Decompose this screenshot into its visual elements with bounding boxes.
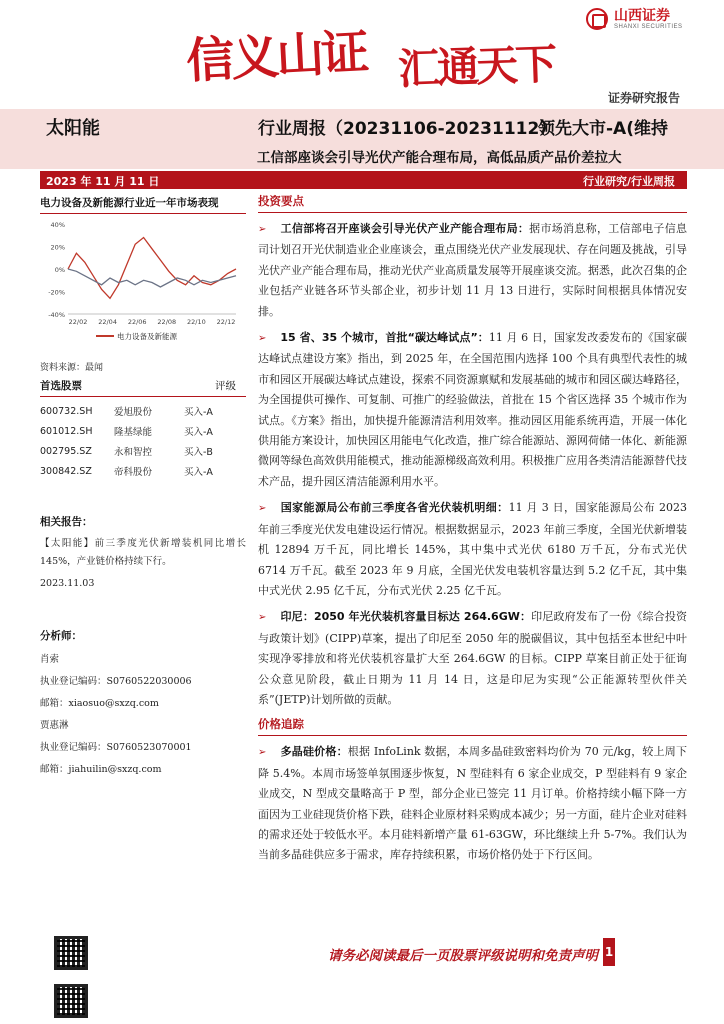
brand-name: 山西证券 <box>614 7 670 24</box>
stock-code: 600732.SH <box>40 405 93 417</box>
y-tick-label: 0% <box>54 266 65 274</box>
stock-rating: 买入-A <box>184 407 213 418</box>
related-heading: 相关报告： <box>40 516 93 528</box>
y-tick-label: 40% <box>50 221 65 229</box>
analyst-reg-code: 执业登记编码：S0760523070001 <box>40 742 192 753</box>
industry-rating: 领先大市-A(维持 <box>538 119 668 139</box>
performance-chart <box>40 216 246 346</box>
analyst-name: 肖索 <box>40 654 60 665</box>
x-tick-label: 22/06 <box>127 318 147 326</box>
bullet-title: 15 省、35 个城市，首批“碳达峰试点”： <box>280 331 489 345</box>
bullet-text: 印尼政府发布了一份《综合投资与政策计划》(CIPP)草案，提出了印尼至 2050 年的脱碳倡议，其中包括至本世纪中叶实现净零排放和将光伏装机容量扩大至 264.6GW 的目标。CIPP 草案目前正处于征询公众意见阶段，截止日期为 11 月 14 日，这是印尼为实现“公正能源转型伙伴关系”(JETP)计划所做的贡献。 <box>258 610 688 706</box>
analyst-name: 贾惠淋 <box>40 720 69 731</box>
qr-code-icon <box>54 936 88 970</box>
legend-label: 电力设备及新能源 <box>117 332 177 341</box>
arrow-bullet-icon: ➢ <box>258 612 267 624</box>
stock-rating: 买入-A <box>184 427 213 438</box>
stocks-section <box>40 378 246 481</box>
bullet-title: 国家能源局公布前三季度各省光伏装机明细： <box>280 501 509 515</box>
sector-title: 太阳能 <box>46 118 100 139</box>
divider <box>258 212 687 213</box>
brand-name-en: SHANXI SECURITIES <box>614 23 683 30</box>
chart-section <box>40 195 246 373</box>
bullet-text: 11 月 3 日，国家能源局公布 2023 年前三季度光伏发电建设运行情况。根据数据显示，2023 年前三季度，全国光伏新增装机 12894 万千瓦，同比增长 145%，其中集中式光伏 6180 万千瓦，分布式光伏 6714 万千瓦。截至 2023 年 9 月底，全国光伏发电装机容量达到 5.2 亿千瓦，其中集中式光伏 2.95 亿千瓦，分布式光伏 2.25 亿千瓦。 <box>258 501 688 597</box>
invest-heading: 投资要点 <box>258 194 304 208</box>
x-tick-label: 22/02 <box>68 318 88 326</box>
analyst-reg-code: 执业登记编码：S0760522030006 <box>40 676 192 687</box>
bullet-title: 多晶硅价格： <box>280 745 348 759</box>
analyst-email: 邮箱：jiahuilin@sxzq.com <box>40 764 162 775</box>
stock-rating: 买入-A <box>184 467 213 478</box>
bullet-point <box>258 219 687 322</box>
x-tick-label: 22/12 <box>216 318 236 326</box>
bullet-point <box>258 742 687 865</box>
bullet-point <box>258 498 687 601</box>
disclaimer-note: 请务必阅读最后一页股票评级说明和免责声明 <box>328 948 598 964</box>
chart-title: 电力设备及新能源行业近一年市场表现 <box>40 197 219 209</box>
brand-mark-icon <box>586 8 608 30</box>
main-content <box>258 193 687 872</box>
brand-logo <box>586 8 683 30</box>
y-tick-label: -40% <box>48 311 65 319</box>
stock-name: 爱旭股份 <box>114 407 153 418</box>
divider <box>40 396 246 397</box>
bullet-text: 11 月 6 日，国家发改委发布的《国家碳达峰试点建设方案》指出，到 2025 年，在全国范围内选择 100 个具有典型代表性的城市和园区开展碳达峰试点建设，探索不同资源禀赋和发展基础的城市和园区碳达峰路径，为全国提供可操作、可复制、可推广的经验做法，首批在 15 个省区选择 35 个城市作为试点。《方案》指出，加快提升能源清洁利用效率。推动园区用能系统再造，开展一体化供用能方案设计，加快园区用能电气化改造，推广综合能源站、源网荷储一体化、新能源微网等绿色高效供用能模式，推动能源梯级高效利用。积极推广应用各类清洁能源替代技术产品，提升园区清洁能源利用水平。 <box>258 331 688 488</box>
x-tick-label: 22/10 <box>187 318 206 326</box>
y-tick-label: 20% <box>50 243 65 252</box>
report-type: 证券研究报告 <box>607 91 680 105</box>
stocks-heading: 首选股票 <box>40 380 82 392</box>
arrow-bullet-icon: ➢ <box>258 224 267 235</box>
y-tick-label: -20% <box>48 288 65 297</box>
stock-row <box>40 441 230 461</box>
price-heading: 价格追踪 <box>258 717 304 732</box>
report-date: 2023 年 11 月 11 日 <box>46 175 160 188</box>
page-number: 1 <box>603 938 615 966</box>
stock-row <box>40 461 230 481</box>
x-tick-label: 22/04 <box>98 318 117 326</box>
related-section <box>40 514 246 593</box>
report-category: 行业研究/行业周报 <box>582 175 675 188</box>
date-bar <box>40 171 687 189</box>
stock-row <box>40 401 230 421</box>
stocks-table <box>40 401 230 481</box>
bullet-text: 据市场消息称，工信部电子信息司计划召开光伏制造业企业座谈会，重点围绕光伏产业发展现状、存在问题及挑战，引导光伏产业产能合理布局，推动光伏产业高质量发展等开展座谈交流。据悉，此次召集的企业包括产业链各环节头部企业，初步计划 11 月 13 日进行，实际时间根据具体情况安排。 <box>258 222 688 318</box>
analysts-heading: 分析师： <box>40 630 82 642</box>
chart-source: 资料来源：最闻 <box>40 363 104 373</box>
stock-name: 永和智控 <box>114 447 153 458</box>
related-report-date: 2023.11.03 <box>40 578 95 589</box>
stock-name: 帝科股份 <box>114 467 153 478</box>
stock-rating: 买入-B <box>184 447 213 458</box>
analysts-section <box>40 628 246 781</box>
stock-code: 601012.SH <box>40 425 93 437</box>
divider <box>258 735 687 736</box>
slogan-part1: 信义山证 <box>184 24 368 90</box>
analyst-list <box>40 649 246 781</box>
arrow-bullet-icon: ➢ <box>258 333 267 345</box>
arrow-bullet-icon: ➢ <box>258 747 267 759</box>
stock-code: 002795.SZ <box>40 445 92 457</box>
divider <box>40 213 246 214</box>
bullet-point <box>258 607 687 710</box>
bullet-title: 印尼：2050 年光伏装机容量目标达 264.6GW： <box>280 610 532 624</box>
stocks-rating-heading: 评级 <box>215 380 236 392</box>
qr-code-icon <box>54 984 88 1018</box>
weekly-title: 行业周报（20231106-20231112） <box>258 119 557 139</box>
slogan-part2: 汇通天下 <box>397 39 555 94</box>
x-tick-label: 22/08 <box>157 318 177 326</box>
stock-code: 300842.SZ <box>40 465 92 477</box>
arrow-bullet-icon: ➢ <box>258 503 267 515</box>
bullet-title: 工信部将召开座谈会引导光伏产业产能合理布局： <box>280 222 530 235</box>
stock-name: 隆基绿能 <box>114 427 153 438</box>
analyst-email: 邮箱：xiaosuo@sxzq.com <box>40 698 159 709</box>
bullet-point <box>258 328 687 492</box>
related-report-text: 【太阳能】前三季度光伏新增装机同比增长 145%，产业链价格持续下行。 <box>40 538 246 567</box>
bullet-text: 根据 InfoLink 数据，本周多晶硅致密料均价为 70 元/kg，较上周下降 5.4%。本周市场签单氛围逐步恢复，N 型硅料有 6 家企业成交，P 型硅料有 9 家企业成交，N 型成交量略高于 P 型，部分企业已签完 11 月订单。价格持续小幅下降一方面因为工业硅现货价格下跌，硅料企业原材料采购成本减少；另一方面，硅片企业对硅料的需求还处于较低水平。本月硅料新增产量 61-63GW，环比继续上升 5-7%。我们认为当前多晶硅供应多于需求，库存持续积累，市场价格仍处于下行区间。 <box>258 745 688 862</box>
stock-row <box>40 421 230 441</box>
series-line-sector <box>68 238 236 299</box>
report-headline: 工信部座谈会引导光伏产能合理布局，高低品质产品价差拉大 <box>257 150 622 166</box>
